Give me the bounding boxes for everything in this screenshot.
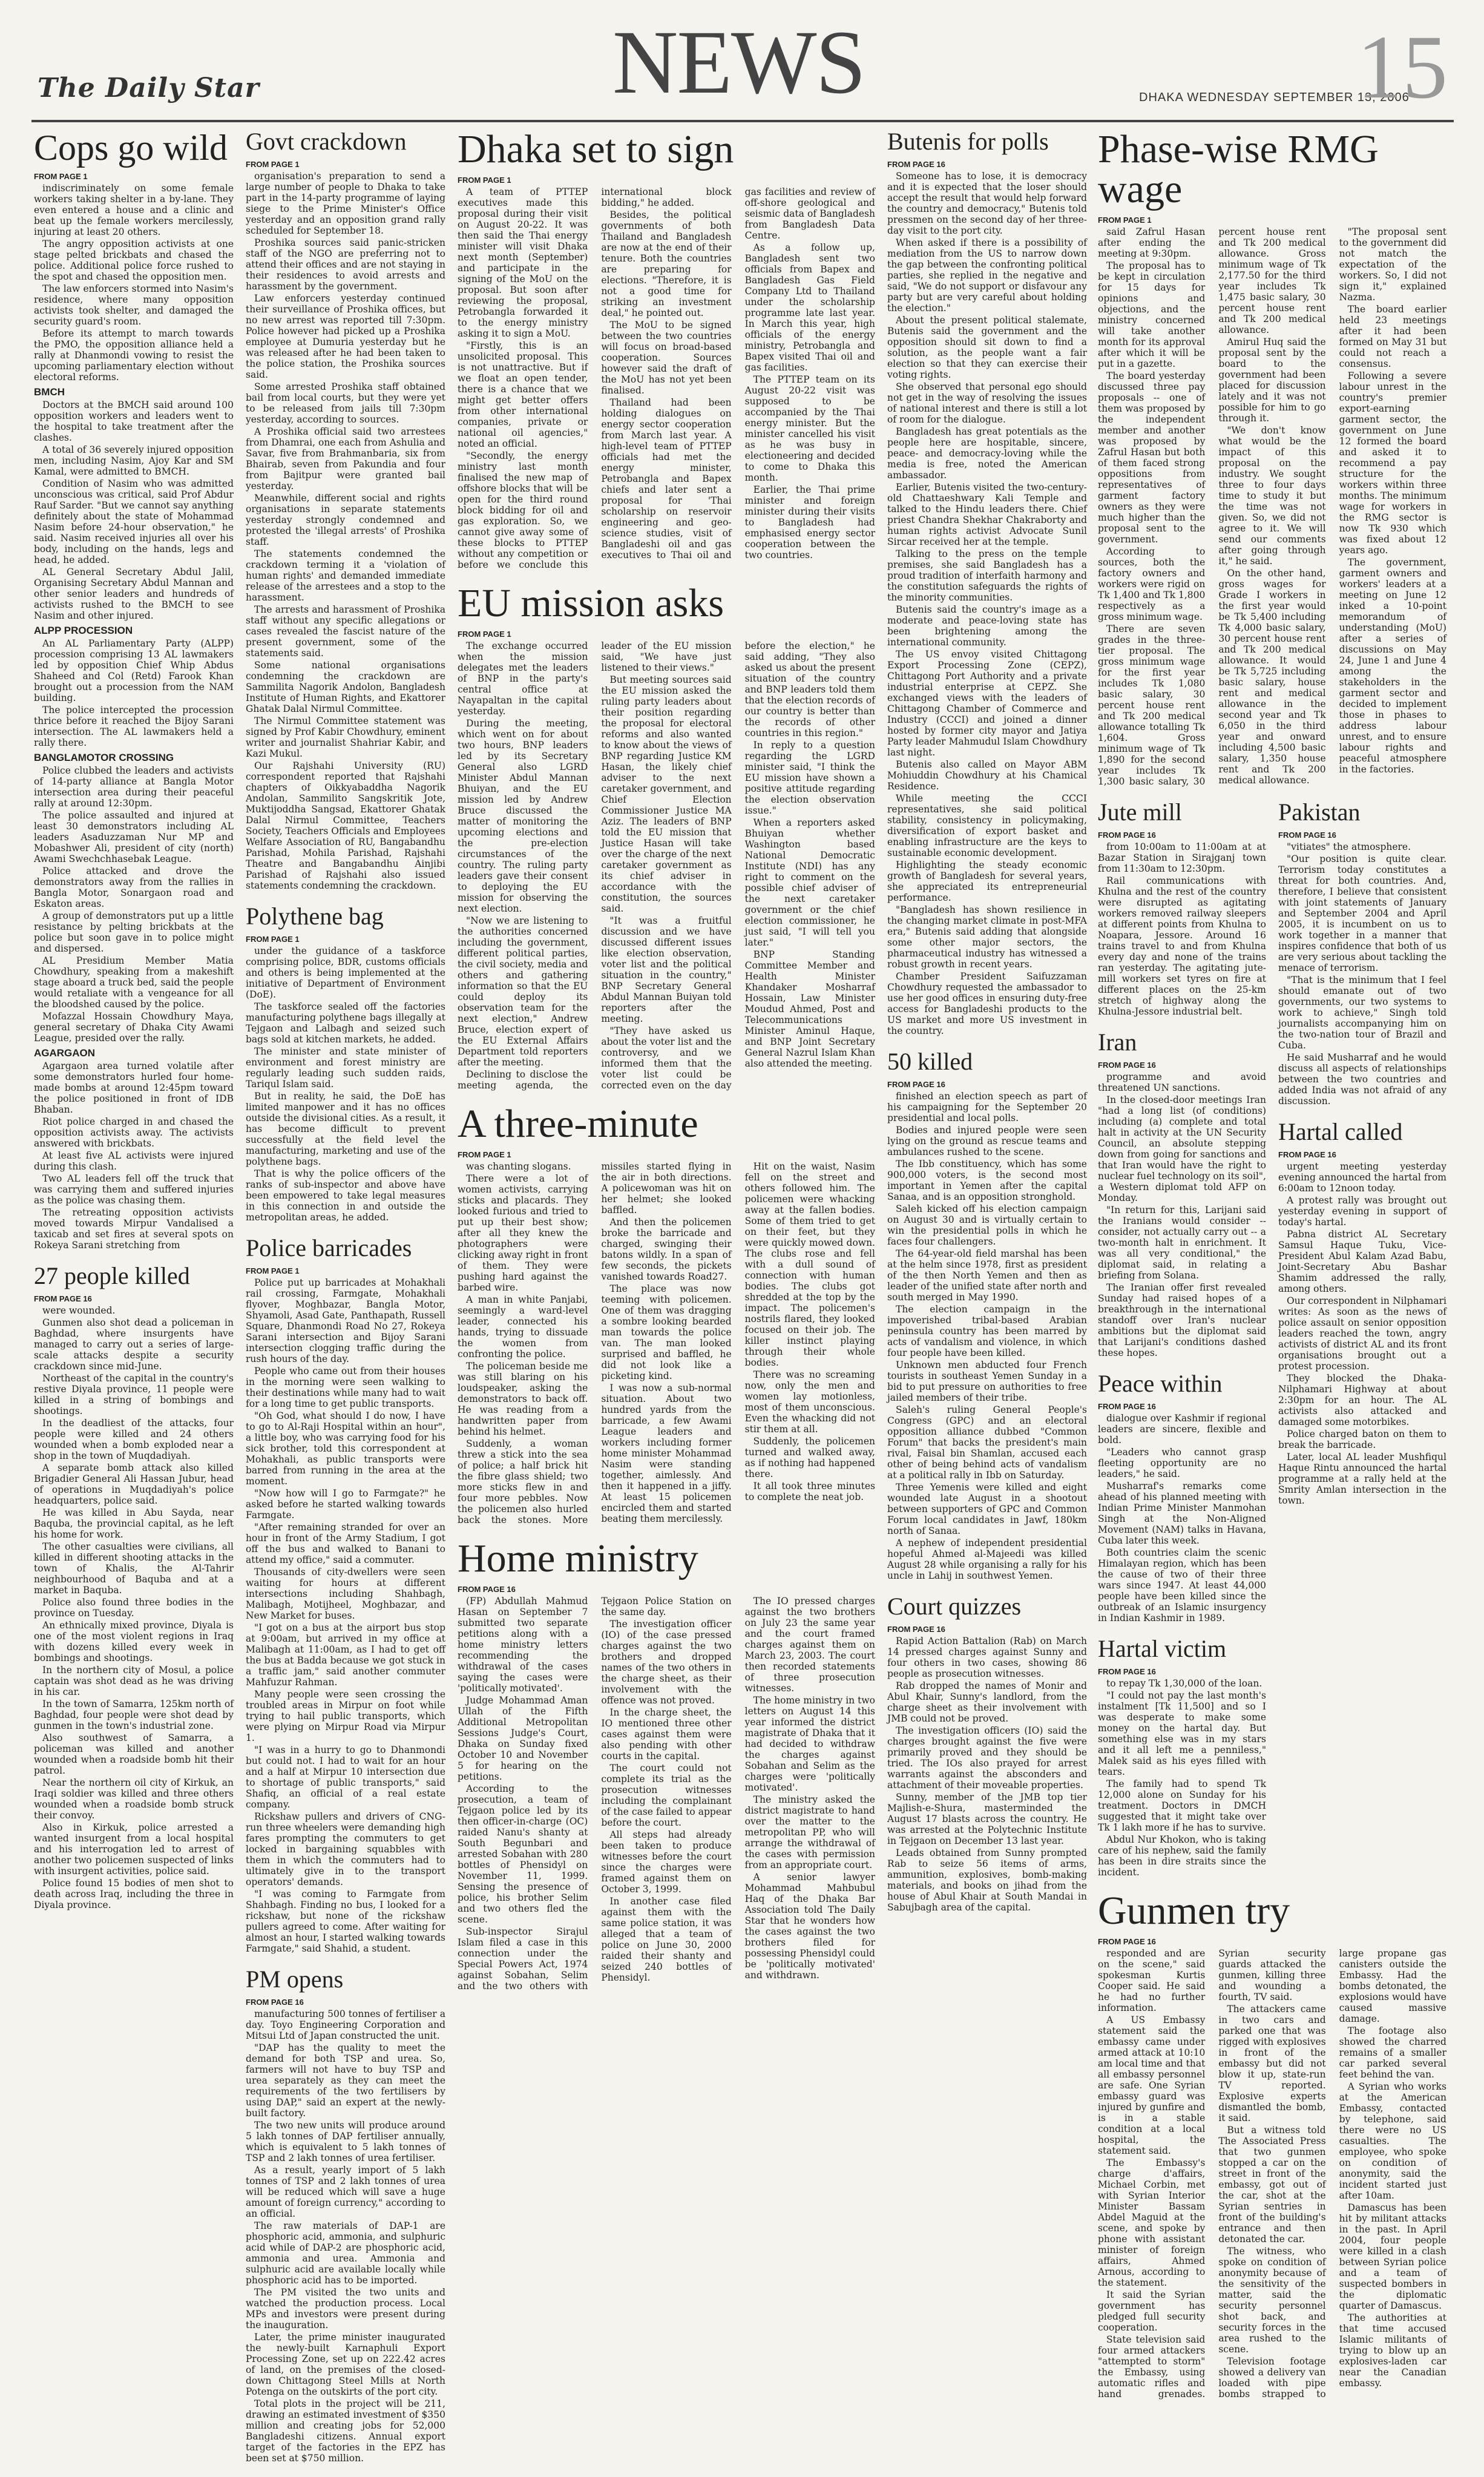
paragraph: Earlier, Butenis visited the two-century-old Chattaeshwary Kali Temple and talked to the Hindu leaders there. Chief priest Chandra Shekhar Chakraborty and human rights activist Advocate Sunil Sircar received her at the temple. [887,482,1087,547]
paragraph: "The proposal sent to the government did not match the expectation of the workers. So, I did not sign it," explained Nazma. [1339,226,1446,303]
headline: Home ministry [458,1536,698,1581]
paragraph: Later, local AL leader Mushfiqul Haque Rintu announced the hartal programme at a rally held at the Smrity Amlan intersection in the town. [1278,1452,1446,1506]
paragraph: Some arrested Proshika staff obtained bail from local courts, but they were yet to be released from jails till 7:30pm yesterday, according to sources. [246,381,445,425]
paragraph: The angry opposition activists at one stage pelted brickbats and chased the police. Additional police force rushed to the spot and chased the opposition men. [34,238,234,282]
paragraph: In another case filed against them with the same police station, it was alleged that a team of police on June 30, 2000 raided their shanty and seized 240 bottles of Phensidyl. [601,1896,732,1983]
paragraph: The minister and state minister of environment and forest ministry are regularly leading such sudden raids, Tariqul Islam said. [246,1046,445,1090]
paragraph: Law enforcers yesterday continued their surveillance of Proshika offices, but no new arrest was reported till 7:30pm. Police however had picked up a Proshika employee at Dumuria yesterday but he was released after he had been taken to the police station, the Proshika sources said. [246,293,445,380]
paragraph: indiscriminately on some female workers taking shelter in a by-lane. They even entered a house and a clinic and beat up the female workers mercilessly, injuring at least 20 others. [34,183,234,237]
paragraph: Damascus has been hit by militant attacks in the past. In April 2004, four people were killed in a clash between Syrian police and a team of suspected bombers in the diplomatic quarter of Damascus. [1339,2202,1446,2311]
paragraph: A man in white Panjabi, seemingly a ward-level leader, connected his hands, trying to dissuade the women from confronting the police. [458,1294,588,1360]
paragraph: "Our position is quite clear. Terrorism today constitutes a threat for both countries. And, therefore, I believe that consistent with joint statements of January and September 2004 and April 2005, it is incumbent on us to work together in a manner that inspires confidence that both of us are very serious about tackling the menace of terrorism. [1278,854,1446,973]
paragraph: The police assaulted and injured at least 30 demonstrators including AL leaders Asaduzzaman Nur MP and Mobashwer Ali, president of city (north) Awami Swechchhasebak League. [34,810,234,864]
paragraph: The statements condemned the crackdown terming it a 'violation of human rights' and demanded immediate release of the arrestees and a stop to the harassment. [246,548,445,603]
paragraph: But in reality, he said, the DoE has limited manpower and it has no offices outside the divisional cities. As a result, it has become difficult to prevent successfully at the field level the manufacturing, marketing and use of the polythene bags. [246,1091,445,1167]
story-barricades [246,1236,445,1954]
jump-line: FROM PAGE 1 [458,630,511,639]
paragraph: At least five AL activists were injured during this clash. [34,1150,234,1172]
jump-line: FROM PAGE 1 [458,1150,511,1159]
paragraph: from 10:00am to 11:00am at at Bazar Station in Sirajganj town from 11:30am to 12:30pm. [1098,841,1266,874]
paragraph: The raw materials of DAP-1 are phosphoric acid, ammonia, and sulphuric acid while of DAP-2 are phosphoric acid, ammonia and urea. Ammonia and sulphuric acid are available locally while phosphoric acid has to be imported. [246,2220,445,2286]
story-body [246,1277,445,1954]
paragraph: Hit on the waist, Nasim fell on the street and others followed him. The policemen were whacking away at the fallen bodies. Some of them tried to get on their feet, but they were quickly mowed down. The clubs rose and fell with a dull sound of connection with human bodies. The clubs got shredded at the top by the impact. The policemen's nostrils flared, they looked focused on their job. The killer instinct playing through their whole bodies. [744,1161,875,1368]
paragraph: The PTTEP team on its August 20-22 visit was supposed to be accompanied by the Thai energy minister. But the minister cancelled his visit as he was busy in electioneering and decided to come to Dhaka this month. [744,374,875,483]
paragraph: The retreating opposition activists moved towards Mirpur Vandalised a taxicab and set fires at several spots on Rokeya Sarani stretching from [34,1207,234,1251]
paragraph: The board yesterday discussed three pay proposals -- one of them was proposed by the independent member and another was proposed by Zafrul Hasan but both of them faced strong oppositions from representatives of garment factory owners as they were much higher than the proposal sent to the government. [1098,370,1206,545]
paragraph: The investigation officers (IO) said the charges brought against the five were primarily proved and they should be tried. The IOs also prayed for arrest warrants against the absconders and attachment of their moveable properties. [887,1725,1087,1791]
story-jute [1098,800,1266,1017]
headline: Peace within [1098,1370,1223,1397]
story-three-minute [458,1104,875,1525]
paragraph: "Oh God, what should I do now, I have to go to Al-Raji Hospital within an hour", a little boy, who was carrying food for his sick brother, told this correspondent at Mohakhali, as public transports were barred from running in the area at the moment. [246,1410,445,1487]
jump-line: FROM PAGE 16 [458,1585,516,1594]
paragraph: Gunmen also shot dead a policeman in Baghdad, where insurgents have managed to carry out a series of large-scale attacks despite a security crackdown since mid-June. [34,1317,234,1372]
paragraph: In the charge sheet, the IO mentioned three other cases against them were also pending with other courts in the capital. [601,1707,732,1762]
paragraph: The other casualties were civilians, all killed in different shooting attacks in the town of Khalis, the Al-Tahrir neighbourhood of Baquba and at a market in Baquba. [34,1541,234,1596]
paragraph: Northeast of the capital in the country's restive Diyala province, 11 people were killed in a string of bombings and shootings. [34,1373,234,1416]
paragraph: I was now a sub-normal situation. About two hundred yards from the barricade, a few Awami League leaders and workers including former home minister Mohammad Nasim were standing together, aimlessly. And then it happened in a jiffy. At least 15 policemen encircled them and started beating them mercilessly. [601,1383,732,1524]
paragraph: The witness, who spoke on condition of anonymity because of the sensitivity of the matter, said the security personnel shot back, and security forces in the area rushed to the scene. [1218,2246,1326,2355]
paragraph: In reply to a question regarding the LGRD minister said, "I think the EU mission have shown a positive attitude regarding the election observation issue." [744,740,875,816]
story-27-killed [34,1264,234,1910]
paragraph: Rickshaw pullers and drivers of CNG-run three wheelers were demanding high fares prompting the commuters to get locked in bargaining squabbles with them in which the commuters had to ultimately give in to the transport operators' demands. [246,1811,445,1887]
story-hartal [1278,1120,1446,1506]
paragraph: The police intercepted the procession thrice before it reached the Bijoy Sarani intersection. The AL lawmakers held a rally there. [34,705,234,748]
paragraph: Police found 15 bodies of men shot to death across Iraq, including the three in Diyala province. [34,1878,234,1910]
paragraph: "Now how will I go to Farmgate?" he asked before he started walking towards Farmgate. [246,1488,445,1521]
column-1 [34,130,234,1976]
paragraph: As a result, yearly import of 5 lakh tonnes of TSP and 2 lakh tonnes of urea will be reduced which will save a huge amount of foreign currency," according to an official. [246,2165,445,2219]
paragraph: Proshika sources said panic-stricken staff of the NGO are preferring not to attend their offices and are not staying in their residences to avoid arrests and harassment by the government. [246,237,445,292]
subheading: BMCH [34,386,65,398]
page-number: 15 [1357,17,1448,117]
paragraph: The authorities at that time accused Islamic militants of trying to blow up an explosives-laden car near the Canadian embassy. [1339,2312,1446,2389]
paragraph: According to the prosecution, a team of Tejgaon police led by its then officer-in-charge (OC) raided Nanu's shanty at South Begunbari and arrested Sobahan with 280 bottles of Phensidyl on November 11, 1999. Sensing the presence of police, his brother Selim and two others fled the scene. [458,1783,588,1925]
paragraph: Unknown men abducted four French tourists in southeast Yemen Sunday in a bid to put pressure on authorities to free jailed members of their tribe. [887,1360,1087,1403]
paragraph: The ministry asked the district magistrate to hand over the matter to the metropolitan PP, who will arrange the withdrawal of the cases with permission from an appropriate court. [744,1794,875,1870]
paragraph: The Nirmul Committee statement was signed by Prof Kabir Chowdhury, eminent writer and journalist Shahriar Kabir, and Kazi Mukul. [246,715,445,759]
paragraph: In the deadliest of the attacks, four people were killed and 24 others wounded when a bomb exploded near a shop in the town of Muqdadiyah. [34,1418,234,1461]
paragraph: Besides, the political governments of both Thailand and Bangladesh are now at the end of their tenure. Both the countries are preparing for elections. "Therefore, it is not a good time for striking an investment deal," he pointed out. [601,209,732,318]
paragraph: In the closed-door meetings Iran "had a long list (of conditions) including (a) complete and total halt in activity at the UN Security Council, an absolute stepping down from going for sanctions and that Iran would have the right to nuclear fuel technology on its soil", a Western diplomat told AFP on Monday. [1098,1094,1266,1203]
paragraph: The election campaign in the impoverished tribal-based Arabian peninsula country has been marred by acts of vandalism and violence, in which four people have been killed. [887,1304,1087,1358]
paragraph: said Zafrul Hasan after ending the meeting at 9:30pm. [1098,226,1206,259]
masthead [31,12,1454,120]
paragraph: The place was now teeming with policemen. One of them was dragging a sombre looking bearded man towards the police van. The man looked surprised and baffled, he did not look like a picketing kind. [601,1283,732,1381]
story-rmg [1098,127,1446,787]
paragraph: A group of demonstrators put up a little resistance by pelting brickbats at the police but soon gave in to police might and dispersed. [34,910,234,954]
paragraph: Condition of Nasim who was admitted unconscious was critical, said Prof Abdur Rauf Sarder. "But we cannot say anything definitely about the state of Mohammad Nasim before 24-hour observation," he said. Nasim received injuries all over his body, including on the hands, legs and head, he added. [34,478,234,565]
paragraph: "Bangladesh has shown resilience in the changing market climate in post-MFA era," Butenis said adding that alongside some other major sectors, the pharmaceutical industry has witnessed a robust growth in recent years. [887,904,1087,970]
paragraph: Three Yemenis were killed and eight wounded late August in a shootout between supporters of GPC and Common Forum local candidates in Jawf, 180km north of Sanaa. [887,1482,1087,1536]
paragraph: Some national organisations condemning the crackdown are Sammilita Nagorik Andolon, Bangladesh Institute of Human Rights, and Ekattorer Ghatak Dalal Nirmul Committee. [246,660,445,714]
paragraph: Bangladesh has great potentials as the people here are hospitable, sincere, peace- and democracy-loving while the media is free, noted the American ambassador. [887,426,1087,481]
column-4 [1098,127,1446,2400]
paragraph: The home ministry in two letters on August 14 this year informed the district magistrate of Dhaka that it had decided to withdraw the charges against Sobahan and Selim as the charges were 'politically motivated'. [744,1695,875,1793]
column-3 [887,130,1087,1976]
headline: Hartal victim [1098,1635,1227,1662]
paragraph: responded and are on the scene," said spokesman Kurtis Cooper said. He said he had no further information. [1098,1948,1206,2013]
story-govt-crackdown [246,130,445,891]
story-body [34,1305,234,1910]
paragraph: "We don't know what would be the impact of this proposal on the industry. We sought three to four days time to study it but the time was not given. So, we did not agree to it. We will send our comments after going through it," he said. [1218,425,1326,567]
jump-line: FROM PAGE 16 [34,1294,92,1303]
paragraph: The exchange occurred when the mission delegates met the leaders of BNP in the party's central office at Nayapaltan in the capital yesterday. [458,640,588,717]
paragraph: Our Rajshahi University (RU) correspondent reported that Rajshahi chapters of Oikkyabaddha Nagorik Andolan, Sammilito Sangskritik Jote, Muktijoddha Sangsad, Ekattorer Ghatak Dalal Nirmul Committee, Teachers Society, Teachers Officials and Employees Welfare Association of RU, Bangabandhu Parishad, Mohila Parishad, Rajshahi Theatre and Bangabandhu Ainjibi Parishad of Rajshahi also issued statements condemning the crackdown. [246,760,445,891]
paragraph: The policeman beside me was still blaring on his loudspeaker, asking the demonstrators to back off. He was reading from a handwritten paper from behind his helmet. [458,1361,588,1437]
paragraph: And then the policemen broke the barricade and charged, swinging their batons wildly. In a span of few seconds, the pickets vanished towards Road27. [601,1217,732,1282]
paragraph: Butenis also called on Mayor ABM Mohiuddin Chowdhury at his Chamical Residence. [887,759,1087,792]
story-body [1098,1948,1446,2400]
paragraph: The board earlier held 23 meetings after it had been formed on May 31 but could not reach a consensus. [1339,304,1446,369]
paragraph: to repay Tk 1,30,000 of the loan. [1106,1678,1262,1689]
headline: Hartal called [1278,1118,1403,1145]
paragraph: A protest rally was brought out yesterday evening in support of today's hartal. [1278,1195,1446,1228]
paragraph: Thousands of city-dwellers were seen waiting for hours at different intersections including Shahbagh, Malibagh, Motijheel, Moghbazar, and New Market for buses. [246,1567,445,1621]
column-2 [246,127,875,2464]
story-body [246,946,445,1223]
jump-line: FROM PAGE 16 [1278,1150,1336,1159]
paragraph: Many people were seen crossing the troubled areas in Mirpur on foot while trying to hail public transports, which were plying on Mirpur Road via Mirpur 1. [246,1689,445,1743]
paragraph: An ethnically mixed province, Diyala is one of the most violent regions in Iraq with dozens killed every week in bombings and shootings. [34,1620,234,1663]
story-body [1098,1413,1266,1623]
paragraph: manufacturing 500 tonnes of fertiliser a day. Toyo Engineering Corporation and Mitsui Ltd of Japan constructed the unit. [246,2008,445,2041]
paragraph: Judge Mohammad Aman Ullah of the Fifth Additional Metropolitan Sessions Judge's Court, Dhaka on Sunday fixed October 10 and November 5 for hearing on the petitions. [458,1695,588,1782]
paragraph: "After remaining stranded for over an hour in front of the Army Stadium, I got off the bus and walked to Banani to attend my office," said a commuter. [246,1522,445,1565]
headline: PM opens [246,1965,344,1993]
paragraph: Before its attempt to march towards the PMO, the opposition alliance held a rally at Dhanmondi vowing to resist the upcoming parliamentary election without electoral reforms. [34,328,234,383]
story-body [1278,1161,1446,1506]
paragraph: Two AL leaders fell off the truck that was carrying them and suffered injuries as the police was chasing them. [34,1173,234,1206]
paragraph: Also in Kirkuk, police arrested a wanted insurgent from a local hospital and his interrogation led to arrest of another two policemen suspected of links with insurgent activities, police said. [34,1822,234,1877]
jump-line: FROM PAGE 1 [246,1266,300,1275]
paragraph: "Secondly, the energy ministry last month finalised the new map of offshore blocks that will be open for the third round block bidding for oil and gas exploration. So, we cannot give away some of these blocks to PTTEP without any competition or before we conclude this international block bidding," he added. [458,186,732,570]
paragraph: He was killed in Abu Sayda, near Baquba, the provincial capital, as he left his home for work. [34,1507,234,1540]
paragraph: Thailand had been holding dialogues on energy sector cooperation from March last year. A high-level team of PTTEP officials had met the energy minister, Petrobangla and Bapex chiefs and later sent a proposal for 'Thai scholarship on reservoir engineering and geo-science studies, visit of Bangladeshi oil and gas executives to Thai oil and gas facilities and review of off-shore geological and seismic data of Bangladesh from Bangladesh Data Centre. [601,186,875,561]
paragraph: The family had to spend Tk 12,000 alone on Sunday for his treatment. Doctors in DMCH suggested that it might take over Tk 1 lakh more if he has to survive. [1098,1778,1266,1833]
story-body [887,1091,1087,1581]
paragraph: Chamber President Saifuzzaman Chowdhury requested the ambassador to use her good offices in ensuring duty-free access for Bangladeshi products to the US market and more US investment in the country. [887,971,1087,1036]
story-body [458,640,875,1091]
paragraph: Declining to disclose the meeting agenda, the leader of the EU mission said, "We have just listened to their views." [458,640,732,1091]
paragraph: Total plots in the project will be 211, drawing an estimated investment of $350 million and creating jobs for 52,000 Bangladeshi citizens. Annual export target of the factories in the EPZ has been set at $750 million. [246,2398,445,2464]
paragraph: "It was a fruitful discussion and we have discussed different issues like election observation, voter list and the political situation in the country," BNP Secretary General Abdul Mannan Buiyan told reporters after the meeting. [601,915,732,1024]
paragraph: She observed that personal ego should not get in the way of resolving the issues of national interest and there is still a lot of room for the dialogue. [887,381,1087,425]
paragraph: In the town of Samarra, 125km north of Baghdad, four people were shot dead by gunmen in the town's industrial zone. [34,1699,234,1731]
paragraph: A Syrian who works at the American Embassy, contacted by telephone, said there were no US casualties. The employee, who spoke on condition of anonymity, said the incident started just after 10am. [1339,2081,1446,2201]
paragraph: The MoU to be signed between the two countries will focus on broad-based cooperation. Sources however said the draft of the MoU has not yet been finalised. [601,320,732,396]
paragraph: Rapid Action Battalion (Rab) on March 14 pressed charges against Sunny and four others in two cases, showing 86 people as prosecution witnesses. [887,1636,1087,1679]
paragraph: On the other hand, gross wages for Grade I workers in the first year would be Tk 5,400 including Tk 4,000 basic salary, 30 percent house rent and Tk 200 medical allowance. It would be Tk 5,725 including basic salary, house rent and medical allowance in the second year and Tk 6,050 in the third year and onward including 4,500 basic salary, 1,350 house rent and Tk 200 medical allowance. [1218,568,1326,786]
paragraph: A team of PTTEP executives made this proposal during their visit on August 20-22. It was then said the Thai energy minister will visit Dhaka next month (September) and participate in the signing of the MoU on the proposal. But soon after reviewing the proposal, Petrobangla forwarded it to the energy ministry asking it to sign a MoU. [458,186,588,339]
paragraph: Amirul Huq said the proposal sent by the board to the government had been placed for discussion lately and it was not possible for him to go through it. [1218,337,1326,424]
headline: Phase-wise RMG wage [1098,127,1379,211]
paragraph: Sunny, member of the JMB top tier Majlish-e-Shura, masterminded the August 17 blasts across the country. He was arrested at the Polytechnic Institute in Tejgaon on December 13 last year. [887,1792,1087,1846]
paragraph: Police clubbed the leaders and activists of 14-party alliance at Bangla Motor intersection area during their peaceful rally at around 12:30pm. [34,765,234,809]
paragraph: Police also found three bodies in the province on Tuesday. [34,1597,234,1619]
headline: Police barricades [246,1234,412,1262]
headline: Butenis for polls [887,128,1049,155]
paragraph: Musharraf's remarks come ahead of his planned meeting with Indian Prime Minister Manmohan Singh at the Non-Aligned Movement (NAM) talks in Havana, Cuba later this week. [1098,1481,1266,1546]
paragraph: There were a lot of women activists, carrying sticks and placards. They looked furious and tried to put up their best show; after all they knew the photographers were clicking away right in front of them. They were pushing hard against the barbed wire. [458,1173,588,1293]
jump-line: FROM PAGE 1 [246,935,300,944]
story-hartal-victim [1098,1637,1266,1878]
story-body [1098,226,1446,787]
paragraph: Earlier, the Thai prime minister and foreign minister during their visits to Bangladesh had emphasised energy sector cooperation between the two countries. [744,484,875,561]
paragraph: Later, the prime minister inaugurated the newly-built Karnaphuli Export Processing Zone, set up on 222.42 acres of land, on the premises of the closed-down Chittagong Steel Mills at North Potenga on the outskirts of the port city. [246,2332,445,2397]
paragraph: "I could not pay the last month's instalment [Tk 11,500] and so I was desperate to make some money on the hartal day. But something else was in my stars and it all left me a penniless," Malek said as his eyes filled with tears. [1098,1690,1266,1777]
paragraph: Bodies and injured people were seen lying on the ground as rescue teams and ambulances rushed to the scene. [887,1125,1087,1157]
paragraph: organisation's preparation to send a large number of people to Dhaka to take part in the 14-party programme of laying siege to the Prime Minister's Office yesterday and an opposition grand rally scheduled for September 18. [246,171,445,236]
story-iran [1098,1030,1266,1358]
story-body [887,171,1087,1036]
paragraph: "I was in a hurry to go to Dhanmondi but could not. I had to wait for an hour and a half at Mirpur 10 intersection due to shortage of public transports," said Shafiq, an official of a real estate company. [246,1745,445,1810]
jump-line: FROM PAGE 16 [1098,831,1156,840]
headline: A three-minute [458,1102,698,1146]
headline: 27 people killed [34,1262,190,1289]
story-cops [34,130,234,1251]
paragraph: The footage also showed the charred remains of a smaller car parked several feet behind the van. [1339,2025,1446,2080]
paragraph: BNP Standing Committee Member and Health Minister Khandaker Mosharraf Hossain, Law Minister Moudud Ahmed, Post and Telecommunications Minister Aminul Haque, and BNP Joint Secretary General Nazrul Islam Khan also attended the meeting. [744,949,875,1069]
paragraph: It said the Syrian government has pledged full security cooperation. [1098,2289,1206,2333]
paragraph: When a reporters asked Bhuiyan whether Washington based National Democratic Institute (NDI) has any right to comment on the possible chief adviser of the next caretaker government or the chief election commissioner, he just said, "I will tell you later." [744,817,875,948]
paragraph: Highlighting the steady economic growth of Bangladesh for several years, she appreciated its entrepreneurial performance. [887,860,1087,903]
masthead-rule [31,120,1454,122]
paragraph: Riot police charged in and chased the opposition activists away. The activists answered with brickbats. [34,1116,234,1149]
story-50-killed [887,1050,1087,1581]
story-eu [458,581,875,1091]
paragraph: The arrests and harassment of Proshika staff without any specific allegations or cases revealed the fascist nature of the present government, some of the statements said. [246,604,445,659]
paragraph: Butenis said the country's image as a moderate and peace-loving state has been brightening among the international community. [887,604,1087,648]
story-pm-opens [246,1967,445,2464]
jump-line: FROM PAGE 16 [887,1625,945,1634]
paragraph: A senior lawyer Mohammad Mahbubul Haq of the Dhaka Bar Association told The Daily Star that he wonders how the cases against the two brothers filed for possessing Phensidyl could be 'politically motivated' and withdrawn. [744,1872,875,1981]
paragraph: "vitiates" the atmosphere. [1287,841,1411,852]
headline: Polythene bag [246,903,384,930]
story-body [458,186,875,570]
paragraph: Saleh kicked off his election campaign on August 30 and is virtually certain to win the presidential polls in which he faces four challengers. [887,1203,1087,1247]
paragraph: Television footage showed a delivery van loaded with pipe bombs strapped to large propane gas canisters outside the Embassy. Had the bombs detonated, the explosions would have caused massive damage. [1218,1948,1446,2400]
dateline: DHAKA WEDNESDAY SEPTEMBER 13, 2006 [1139,91,1410,104]
story-body [1098,841,1266,1017]
jump-line: FROM PAGE 1 [246,160,300,169]
paragraph: While meeting the CCCI representatives, she said political stability, consistency in policymaking, diversification of export basket and enabling infrastructure are the keys to sustainable economic development. [887,793,1087,858]
story-body [1098,1678,1266,1878]
paragraph: Following a severe labour unrest in the country's premier export-earning garment sector, the government on June 12 formed the board and asked it to recommend a pay structure for the workers within three months. The minimum wage for workers in the RMG sector is now Tk 930 which was fixed about 12 years ago. [1339,370,1446,556]
headline: Dhaka set to sign [458,127,734,171]
paragraph: The government, garment owners and workers' leaders at a meeting on June 12 inked a 10-point memorandum of understanding (MoU) after a series of discussions on May 24, June 1 and June 4 among the stakeholders in the garment sector and decided to implement those in phases to address labour unrest, and to ensure labour rights and peaceful atmosphere in the factories. [1339,557,1446,775]
paragraph: There are seven grades in the three-tier proposal. The gross minimum wage for the first year includes Tk 1,080 basic salary, 30 percent house rent and Tk 200 medical allowance totalling Tk 1,604. Gross minimum wage of Tk 1,890 for the second year includes Tk 1,300 basic salary, 30 percent house rent and Tk 200 medical allowance. Gross minimum wage of Tk 2,177.50 for the third year includes Tk 1,475 basic salary, 30 percent house rent and Tk 200 medical allowance. [1098,226,1326,787]
paragraph: Police charged baton on them to break the barricade. [1278,1429,1446,1450]
section-title: NEWS [612,12,865,113]
paragraph: State television said four armed attackers "attempted to storm" the Embassy, using automatic rifles and hand grenades. Syrian security guards attacked the gunmen, killing three and wounding a fourth, TV said. [1098,1948,1326,2400]
paragraph: Suddenly, the policemen turned and walked away, as if nothing had happened there. [744,1436,875,1479]
jump-line: FROM PAGE 16 [1098,1402,1156,1411]
story-home-ministry [458,1536,875,1992]
paragraph: People who came out from their houses in the morning were seen walking to their destinations while many had to wait for a long time to get public transports. [246,1366,445,1409]
jump-line: FROM PAGE 1 [458,176,511,185]
story-body [246,171,445,891]
paragraph: Both countries claim the scenic Himalayan region, which has been the cause of two of their three wars since 1947. At least 44,000 people have been killed since the outbreak of an Islamic insurgency in Indian Kashmir in 1989. [1098,1547,1266,1623]
paragraph: "They have asked us about the voter list and the controversy, and we informed them that the voter list could be corrected even on the day before the election," he said adding, "They also asked us about the present situation of the country and BNP leaders told them that the election records of our country is better than the records of other countries in this region." [601,640,875,1091]
paragraph: "I was coming to Farmgate from Shahbagh. Finding no bus, I looked for a rickshaw, but none of the rickshaw pullers agreed to come. After waiting for almost an hour, I started walking towards Farmgate," said Shahid, a student. [246,1889,445,1954]
paragraph: The two new units will produce around 5 lakh tonnes of DAP fertiliser annually, which is equivalent to 5 lakh tonnes of TSP and 2 lakh tonnes of urea fertiliser. [246,2120,445,2163]
paragraph: A total of 36 severely injured opposition men, including Nasim, Ajoy Kar and SM Kamal, were admitted to BMCH. [34,444,234,477]
story-butenis [887,130,1087,1036]
paragraph: "Leaders who cannot grasp fleeting opportunity are no leaders," he said. [1098,1447,1266,1479]
paragraph: "DAP has the quality to meet the demand for both TSP and urea. So, farmers will not have to buy TSP and urea separately as they can meet the requirements of the two fertilisers by using DAP," said an expert at the newly-built factory. [246,2042,445,2119]
paragraph: Mofazzal Hossain Chowdhury Maya, general secretary of Dhaka City Awami League, presided over the rally. [34,1011,234,1044]
paragraph: A nephew of independent presidential hopeful Ahmed al-Majeedi was killed August 28 while organising a rally for his uncle in Lahij in southwest Yemen. [887,1538,1087,1581]
story-body [458,1596,875,1992]
paragraph: Doctors at the BMCH said around 100 opposition workers and leaders went to the hospital to take treatment after the clashes. [34,400,234,443]
jump-line: FROM PAGE 16 [1098,1667,1156,1676]
paragraph: The Iranian offer first revealed Sunday had raised hopes of a breakthrough in the international standoff over Iran's nuclear ambitions but the diplomat said that Larijani's conditions dashed these hopes. [1098,1282,1266,1358]
paragraph: Talking to the press on the temple premises, she said Bangladesh has a proud tradition of interfaith harmony and the constitution safeguards the rights of the minority communities. [887,548,1087,603]
headline: Pakistan [1278,798,1361,826]
paragraph: A Proshika official said two arrestees from Dhamrai, one each from Ashulia and Savar, five from Brahmanbaria, six from Bhairab, seven from Pakundia and four from Bajitpur were granted bail yesterday. [246,426,445,492]
paragraph: During the meeting, which went on for about two hours, BNP leaders led by its Secretary General also LGRD Minister Abdul Mannan Bhuiyan, and the EU mission led by Andrew Bruce discussed the matter of monitoring the upcoming elections and the pre-election circumstances of the country. The ruling party leaders gave their consent to deploying the EU mission for observing the next election. [458,718,588,914]
jump-line: FROM PAGE 16 [1098,1937,1156,1946]
jump-line: FROM PAGE 16 [887,1080,945,1089]
paragraph: The law enforcers stormed into Nasim's residence, where many opposition activists took shelter, and damaged the security guard's room. [34,283,234,327]
paragraph: The 64-year-old field marshal has been at the helm since 1978, first as president of the then North Yemen and then as leader of the unified state after north and south merged in May 1990. [887,1248,1087,1303]
story-dhaka [458,127,875,570]
paragraph: urgent meeting yesterday evening announced the hartal from 6:00am to 12noon today. [1278,1161,1446,1194]
paragraph: It all took three minutes to complete the neat job. [744,1481,875,1502]
paragraph: (FP) Abdullah Mahmud Hasan on September 7 submitted two separate petitions along with a home ministry letters recommending the withdrawal of the cases saying the cases were 'politically motivated'. [458,1596,588,1694]
paragraph: A US Embassy statement said the embassy came under armed attack at 10:10 am local time and that all embassy personnel are safe. One Syrian embassy guard was injured by gunfire and is in a stable condition at a local hospital, the statement said. [1098,2015,1206,2156]
jump-line: FROM PAGE 16 [1278,831,1336,840]
headline: Court quizzes [887,1593,1022,1620]
paragraph: He said Musharraf and he would discuss all aspects of relationships between the two countries and added India was not afraid of any discussion. [1278,1052,1446,1107]
paragraph: under the guidance of a taskforce comprising police, BDR, customs officials and others is being implemented at the initiative of Department of Environment (DoE). [246,946,445,1000]
paragraph: About the present political stalemate, Butenis said the government and the opposition should sit down to find a solution, as the people want a fair election so that they can exercise their voting rights. [887,315,1087,380]
story-body [1278,841,1446,1107]
paragraph: A separate bomb attack also killed Brigadier General Ali Hassan Jubur, head of operations in Muqdadiyah's police headquarters, police said. [34,1462,234,1506]
headline: Gunmen try [1098,1889,1290,1933]
paragraph: Pabna district AL Secretary Samsul Haque Tuku, Vice-President Abul Kalam Azad Babu, Joint-Secretary Abu Bashar Shamim addressed the rally, among others. [1278,1229,1446,1294]
paragraph: "That is the minimum that I feel should emanate out of two governments, our two systems to work to achieve," Singh told journalists accompanying him on the two-nation tour of Brazil and Cuba. [1278,975,1446,1051]
paragraph: Meanwhile, different social and rights organisations in separate statements yesterday strongly condemned and protested the 'illegal arrests' of Proshika staff. [246,493,445,547]
story-body [458,1161,875,1525]
headline: Jute mill [1098,798,1182,826]
paragraph: Agargaon area turned volatile after some demonstrators hurled four home-made bombs at around 12:45pm toward the police positioned in front of IDB Bhaban. [34,1061,234,1115]
paragraph: Suddenly, a woman threw a stick into the sea of police; a half brick hit the fibre glass shield; two more sticks flew in and four more pebbles. Now the policemen also hurled back the stones. More missiles started flying in the air in both directions. A policewoman was hit on her helmet; she looked baffled. [458,1161,732,1525]
paragraph: The IO pressed charges against the two brothers on July 23 the same year and the court framed charges against them on March 23, 2003. The court then recorded statements of three prosecution witnesses. [744,1596,875,1694]
paragraph: AL Presidium Member Matia Chowdhury, speaking from a makeshift stage aboard a truck bed, said the people would retaliate with a vengeance for all the bloodshed caused by the police. [34,955,234,1010]
paragraph: There was no screaming now, only the men and women lay motionless, most of them unconscious. Even the whacking did not stir them at all. [744,1369,875,1435]
paragraph: Near the northern oil city of Kirkuk, an Iraqi soldier was killed and three others wounded when a roadside bomb struck their convoy. [34,1777,234,1821]
paragraph: Saleh's ruling General People's Congress (GPC) and an electoral opposition alliance dubbed "Common Forum" that backs the president's main rival, Faisal bin Shamlan, accused each other of being behind acts of vandalism at a political rally in Ibb on Saturday. [887,1404,1087,1481]
paragraph: Also southwest of Samarra, a policeman was killed and another wounded when a roadside bomb hit their patrol. [34,1732,234,1776]
jump-line: FROM PAGE 16 [246,1998,304,2007]
paragraph: "I got on a bus at the airport bus stop at 9:00am, but arrived in my office at Malibagh at 11:00am, as I had to get off the bus at Badda because we got stuck in a traffic jam," said another commuter Mahfuzur Rahman. [246,1622,445,1688]
paragraph: The attackers came in two cars and parked one that was rigged with explosives in front of the embassy but did not blow it up, state-run TV reported. Explosive experts dismantled the bomb, it said. [1218,2004,1326,2123]
paragraph: An AL Parliamentary Party (ALPP) procession comprising 13 AL lawmakers led by opposition Chief Whip Abdus Shaheed and Col (Retd) Farook Khan brought out a procession from the NAM building. [34,638,234,703]
paragraph: finished an election speech as part of his campaigning for the September 20 presidential and local polls. [887,1091,1087,1123]
paragraph: They blocked the Dhaka-Nilphamari Highway at about 2:30pm for an hour. The AL activists also attacked and damaged some motorbikes. [1278,1373,1446,1427]
paragraph: The Ibb constituency, which has some 900,000 voters, is the second most important in Yemen after the capital Sanaa, and is an opposition stronghold. [887,1159,1087,1202]
paragraph: "Now we are listening to the authorities concerned including the government, different political parties, the civil society, media and others and gathering information so that the EU could deploy its observation team for the next election," Andrew Bruce, election expert of the EU External Affairs Department told reporters after the meeting. [458,915,588,1068]
paragraph: Police put up barricades at Mohakhali rail crossing, Farmgate, Mohakhali flyover, Moghbazar, Bangla Motor, Shyamoli, Asad Gate, Panthapath, Russell Square, Dhanmondi Road No 27, Rokeya Sarani intersection and Bijoy Sarani intersection clogging traffic during the rush hours of the day. [246,1277,445,1364]
headline: 50 killed [887,1048,973,1075]
subheading: ALPP PROCESSION [34,625,133,636]
paragraph: That is why the police officers of the ranks of sub-inspector and above have been empowered to take legal measures in this connection in and outside the metropolitan areas, he added. [246,1168,445,1223]
story-polythene [246,904,445,1223]
story-peace [1098,1372,1266,1623]
paragraph: "In return for this, Larijani said the Iranians would consider -- consider, not actually carry out -- a two-month halt in enrichment. It was all very conditional," the diplomat said, in relating a briefing from Solana. [1098,1205,1266,1281]
paragraph: were wounded. [42,1305,116,1316]
paragraph: Rab dropped the names of Monir and Abul Khair, Sunny's landlord, from the charge sheet as their involvement with JMB could not be proved. [887,1680,1087,1724]
paragraph: The PM visited the two units and watched the production process. Local MPs and investors were present during the inauguration. [246,2287,445,2331]
paragraph: All steps had already been taken to produce witnesses before the court since the charges were framed against them on October 3, 1999. [601,1829,732,1895]
paragraph: dialogue over Kashmir if regional leaders are sincere, flexible and bold. [1098,1413,1266,1446]
paragraph: But a witness told The Associated Press that two gunmen stopped a car on the street in front of the embassy, got out of the car, shot at the Syrian sentries in front of the building's entrance and then detonated the car. [1218,2125,1326,2245]
paragraph: "Firstly, this is an unsolicited proposal. This is not unattractive. But if we float an open tender, there is a chance that we might get better offers from other international companies, private or national oil agencies," noted an official. [458,340,588,449]
paragraph: As a follow up, Bangladesh sent two officials from Bapex and Bangladesh Gas Field Company Ltd to Thailand under the scholarship programme late last year. In March this year, high officials of the energy ministry, Petrobangla and Bapex visited Thai oil and gas facilities. [744,242,875,373]
paragraph: The taskforce sealed off the factories manufacturing polythene bags illegally at Tejgaon and Lalbagh and seized such bags sold at kitchen markets, he added. [246,1001,445,1045]
headline: Cops go wild [34,128,228,168]
paragraph: In the northern city of Mosul, a police captain was shot dead as he was driving in his car. [34,1665,234,1697]
story-pakistan [1278,800,1446,1107]
jump-line: FROM PAGE 1 [34,172,88,181]
story-body [246,2008,445,2464]
paragraph: Leads obtained from Sunny prompted Rab to seize 56 items of arms, ammunition, explosives, bomb-making materials, and books on jihad from the house of Abul Khair at South Mandai in Sabujbagh area of the capital. [887,1847,1087,1913]
paragraph: The Embassy's charge d'affairs, Michael Corbin, met with Syrian Interior Minister Bassam Abdel Maguid at the scene, and spoke by phone with assistant minister of foreign affairs, Ahmed Arnous, according to the statement. [1098,2157,1206,2288]
story-body [1098,1071,1266,1358]
paragraph: Our correspondent in Nilphamari writes: As soon as the news of police assault on senior opposition leaders reached the town, angry activists of district AL and its front organisations brought out a protest procession. [1278,1295,1446,1372]
paragraph: When asked if there is a possibility of mediation from the US to narrow down the gap between the confronting political parties, she replied in the negative and said, "We do not support or disfavour any party but are very careful about holding the election." [887,237,1087,314]
jump-line: FROM PAGE 16 [887,160,945,169]
story-court [887,1594,1087,1913]
paragraph: Abdul Nur Khokon, who is taking care of his nephew, said the family has been in dire straits since the incident. [1098,1834,1266,1878]
subheading: BANGLAMOTOR CROSSING [34,752,174,763]
paragraph: Someone has to lose, it is democracy and it is expected that the loser should accept the result that would help forward the country and democracy," Butenis told pressmen on the second day of her three-day visit to the port city. [887,171,1087,236]
paragraph: Police attacked and drove the demonstrators away from the rallies in Bangla Motor, Sonargaon road and Eskaton areas. [34,866,234,909]
paragraph: was chanting slogans. [466,1161,571,1172]
headline: Iran [1098,1028,1137,1056]
paragraph: The court could not complete its trial as the prosecution witnesses including the complainant of the case failed to appear before the court. [601,1763,732,1828]
paragraph: But meeting sources said the EU mission asked the ruling party leaders about their position regarding the proposal for electoral reforms and also wanted to know about the views of BNP regarding Justice KM Hasan, the likely chief adviser to the next caretaker government, and Chief Election Commissioner Justice MA Aziz. The leaders of BNP told the EU mission that Justice Hasan will take over the charge of the next caretaker government as its chief adviser in accordance with the constitution, the sources said. [601,674,732,914]
story-gunmen [1098,1891,1446,2400]
paragraph: According to sources, both the factory owners and workers were rigid on Tk 1,400 and Tk 1,800 respectively as a gross minimum wage. [1098,546,1206,622]
story-body [34,183,234,1251]
daily-star-logo: The Daily Star [38,73,260,104]
story-body [887,1636,1087,1913]
paragraph: The US envoy visited Chittagong Export Processing Zone (CEPZ), Chittagong Port Authority and a private industrial enterprise at CEPZ. She exchanged views with the leaders of Chittagong Chamber of Commerce and Industry (CCCI) and joined a dinner hosted by former city mayor and Jatiya Party leader Mahmudul Islam Chowdhury last night. [887,649,1087,758]
paragraph: AL General Secretary Abdul Jalil, Organising Secretary Abdul Mannan and other senior leaders and hundreds of activists rushed to the BMCH to see Nasim and other injured. [34,567,234,621]
headline: EU mission asks [458,581,724,625]
paragraph: The proposal has to be kept in circulation for 15 days for opinions and objections, and the ministry concerned will take another month for its approval after which it will be put in a gazette. [1098,260,1206,369]
paragraph: The investigation officer (IO) of the case pressed charges against the two brothers and dropped names of the two others in the charge sheet, as their involvement with the offence was not proved. [601,1619,732,1706]
paragraph: programme and avoid threatened UN sanctions. [1098,1071,1266,1093]
paragraph: Sub-inspector Sirajul Islam filed a case in this connection under the Special Powers Act, 1974 against Sobahan, Selim and the two others with Tejgaon Police Station on the same day. [458,1596,732,1992]
paragraph: Rail communications with Khulna and the rest of the country were disrupted as agitating workers removed railway sleepers at different points from Khulna to Noapara, Jessore. Around 16 trains travel to and from Khulna every day and none of the trains ran yesterday. The agitating jute-mill workers set tyres on fire at different places on the 25-km stretch of highway along the Khulna-Jessore industrial belt. [1098,875,1266,1017]
headline: Govt crackdown [246,128,407,155]
jump-line: FROM PAGE 16 [1098,1061,1156,1070]
subheading: AGARGAON [34,1047,96,1059]
jump-line: FROM PAGE 1 [1098,215,1152,225]
